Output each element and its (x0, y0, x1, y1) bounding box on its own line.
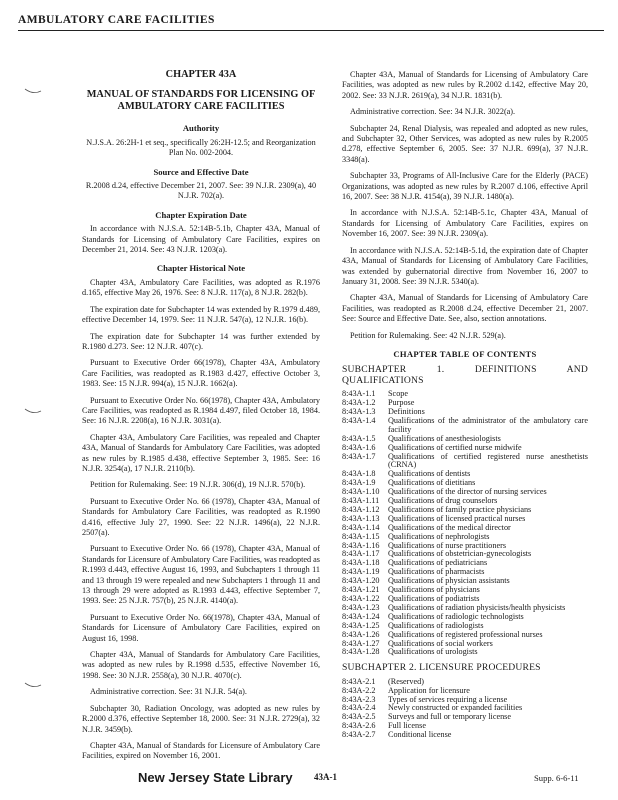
toc-section-title: Qualifications of nephrologists (388, 531, 490, 541)
running-header (18, 4, 604, 31)
authority-heading: Authority (182, 123, 220, 134)
subchapter-1-heading: SUBCHAPTER 1. DEFINITIONS AND QUALIFICATIONS (342, 364, 588, 386)
history-paragraph: In accordance with N.J.S.A. 52:14B-5.1c, Chapter 43A, Manual of Standards for Licensing of Ambulatory Care Facilities, expires on November 16, 2007. See: 39 N.J.R. 2309(a). (342, 208, 588, 239)
toc-section-number: 8:43A-1.27 (342, 638, 380, 648)
subchapter-2-heading: SUBCHAPTER 2. LICENSURE PROCEDURES (342, 662, 541, 674)
toc-section-number: 8:43A-2.6 (342, 721, 376, 731)
toc-row (342, 713, 588, 722)
toc-section-number: 8:43A-1.9 (342, 478, 376, 488)
toc-section-number: 8:43A-1.6 (342, 442, 376, 452)
toc-section-title: Newly constructed or expanded facilities (388, 703, 523, 713)
history-paragraph: Petition for Rulemaking. See: 42 N.J.R. 529(a). (350, 330, 506, 340)
history-paragraph: Chapter 43A, Manual of Standards for Licensing of Ambulatory Care Facilities, was readopted as R.2008 d.24, effective December 21, 2007. See: Source and Effective Date. See, also, section annotations. (342, 293, 588, 324)
toc-section-number: 8:43A-1.21 (342, 585, 380, 595)
toc-row (342, 722, 588, 731)
toc-section-title: Qualifications of family practice physicians (388, 504, 532, 514)
toc-section-number: 8:43A-1.26 (342, 629, 380, 639)
history-paragraph: Administrative correction. See: 31 N.J.R. 54(a). (90, 687, 247, 697)
chapter-number: CHAPTER 43A (165, 69, 237, 80)
history-paragraph: Pursuant to Executive Order No. 66(1978), Chapter 43A, Manual of Standards for Licensure of Ambulatory Care Facilities, expired on August 16, 1998. (82, 612, 320, 643)
history-paragraph: Subchapter 33, Programs of All-Inclusive Care for the Elderly (PACE) Organizations, was adopted as new rules by R.2007 d.106, effective April 16, 2007. See: 38 N.J.R. 4154(a), 39 N.J.R. 1480(a). (342, 171, 588, 202)
toc-section-title: Qualifications of radiation physicists/health physicists (388, 602, 566, 612)
toc-section-title: Qualifications of dietitians (388, 478, 476, 488)
toc-section-title: Definitions (388, 406, 425, 416)
history-paragraph: Petition for Rulemaking. See: 19 N.J.R. 306(d), 19 N.J.R. 570(b). (90, 480, 306, 490)
toc-section-number: 8:43A-1.2 (342, 398, 376, 408)
toc-row (342, 390, 588, 399)
toc-section-number: 8:43A-1.7 (342, 451, 376, 461)
toc-section-number: 8:43A-1.24 (342, 611, 380, 621)
toc-section-number: 8:43A-1.17 (342, 549, 380, 559)
toc-row (342, 731, 588, 740)
toc-section-number: 8:43A-1.14 (342, 522, 380, 532)
toc-section-title: Scope (388, 389, 409, 399)
toc-section-number: 8:43A-2.7 (342, 730, 376, 740)
toc-section-title: Qualifications of the director of nursing services (388, 487, 547, 497)
history-paragraph: Pursuant to Executive Order No. 66 (1978), Chapter 43A, Manual of Standards for Ambulatory Care Facilities, was readopted as R.1990 d.416, effective July 27, 1990. See: 22 N.J.R. 1496(a), 22 N.J.R. 2507(a). (82, 496, 320, 537)
toc-section-number: 8:43A-2.5 (342, 712, 376, 722)
toc-section-number: 8:43A-1.12 (342, 504, 380, 514)
toc-row (342, 453, 588, 471)
toc-section-title: Qualifications of radiologists (388, 620, 484, 630)
toc-section-number: 8:43A-2.3 (342, 694, 376, 704)
history-heading: Chapter Historical Note (156, 263, 246, 274)
toc-section-title: Qualifications of dentists (388, 469, 471, 479)
history-paragraph: Pursuant to Executive Order 66(1978), Chapter 43A, Ambulatory Care Facilities, was readopted as R.1983 d.427, effective October 3, 1983. See: 15 N.J.R. 994(a), 15 N.J.R. 1662(a). (82, 358, 320, 389)
toc-section-title: Conditional license (388, 730, 452, 740)
toc-section-title: Qualifications of nurse practitioners (388, 540, 506, 550)
toc-section-number: 8:43A-1.3 (342, 406, 376, 416)
toc-section-title: (Reserved) (388, 676, 424, 686)
page-footer (0, 770, 618, 790)
history-paragraph: Pursuant to Executive Order No. 66(1978), Chapter 43A, Ambulatory Care Facilities, was readopted as R.1984 d.497, filed October 18, 1984. See: 16 N.J.R. 2208(a), 16 N.J.R. 3031(a). (82, 395, 320, 426)
toc-section-number: 8:43A-1.19 (342, 567, 380, 577)
history-paragraph: Chapter 43A, Ambulatory Care Facilities, was repealed and Chapter 43A, Manual of Standards for Ambulatory Care Facilities, was adopted as new rules by R.1985 d.438, effective September 3, 1985. See: 16 N.J.R. 3254(a), 17 N.J.R. 2110(b). (82, 432, 320, 473)
toc-section-number: 8:43A-1.4 (342, 415, 376, 425)
history-paragraph: Subchapter 30, Radiation Oncology, was adopted as new rules by R.2000 d.376, effective September 18, 2000. See: 31 N.J.R. 2729(a), 32 N.J.R. 3459(b). (82, 703, 320, 734)
source-text: R.2008 d.24, effective December 21, 2007. See: 39 N.J.R. 2309(a), 40 N.J.R. 702(a). (85, 181, 317, 201)
subchapter-2-toc (342, 678, 588, 740)
toc-section-title: Qualifications of social workers (388, 638, 493, 648)
margin-mark (24, 88, 42, 94)
toc-section-title: Qualifications of pediatricians (388, 558, 488, 568)
toc-section-number: 8:43A-2.2 (342, 685, 376, 695)
toc-section-title: Qualifications of urologists (388, 647, 478, 657)
margin-mark (24, 682, 42, 688)
toc-section-number: 8:43A-1.13 (342, 513, 380, 523)
toc-section-title: Qualifications of physician assistants (388, 576, 510, 586)
toc-section-number: 8:43A-1.25 (342, 620, 380, 630)
toc-section-title: Qualifications of radiologic technologists (388, 611, 524, 621)
authority-text: N.J.S.A. 26:2H-1 et seq., specifically 26:2H-12.5; and Reorganization Plan No. 002-2004. (86, 137, 316, 158)
toc-section-title: Qualifications of registered professional nurses (388, 629, 543, 639)
history-paragraph: Subchapter 24, Renal Dialysis, was repealed and adopted as new rules, and Subchapter 32, Other Services, was adopted as new rules by R.2005 d.278, effective September 6, 2005. See: 37 N.J.R. 699(a), 37 N.J.R. 3348(a). (342, 123, 588, 164)
toc-section-title: Qualifications of anesthesiologists (388, 433, 501, 443)
toc-row (342, 399, 588, 408)
toc-section-number: 8:43A-1.1 (342, 389, 376, 399)
toc-section-number: 8:43A-1.22 (342, 594, 380, 603)
toc-section-title: Qualifications of licensed practical nurses (388, 513, 526, 523)
expiration-text: In accordance with N.J.S.A. 52:14B-5.1b, Chapter 43A, Manual of Standards for Licensing of Ambulatory Care Facilities, expires on December 21, 2014. See: 43 N.J.R. 1203(a). (82, 224, 320, 255)
toc-section-title: Surveys and full or temporary license (388, 712, 512, 722)
history-paragraph: Chapter 43A, Manual of Standards for Licensing of Ambulatory Care Facilities, was adopted as new rules by R.2002 d.142, effective May 20, 2002. See: 33 N.J.R. 2619(a), 34 N.J.R. 1831(b). (342, 70, 588, 100)
page-number: 43A-1 (314, 772, 337, 782)
toc-section-number: 8:43A-2.4 (342, 703, 376, 713)
running-title: AMBULATORY CARE FACILITIES (18, 14, 215, 26)
margin-mark (24, 408, 42, 414)
toc-section-title: Types of services requiring a license (388, 694, 508, 704)
toc-section-title: Application for licensure (388, 685, 470, 695)
toc-section-number: 8:43A-1.20 (342, 576, 380, 586)
history-paragraph: Chapter 43A, Ambulatory Care Facilities, was adopted as R.1976 d.165, effective May 26, 1976. See: 8 N.J.R. 117(a), 8 N.J.R. 282(b). (82, 277, 320, 298)
toc-section-number: 8:43A-1.16 (342, 540, 380, 550)
left-column (82, 70, 320, 768)
toc-section-number: 8:43A-1.18 (342, 558, 380, 568)
toc-section-title: Qualifications of podiatrists (388, 594, 480, 603)
subchapter-1-toc (342, 390, 588, 657)
toc-section-title: Qualifications of drug counselors (388, 496, 498, 506)
expiration-heading: Chapter Expiration Date (155, 209, 247, 220)
toc-row (342, 648, 588, 657)
toc-section-title: Full license (388, 721, 426, 731)
source-heading: Source and Effective Date (153, 166, 249, 177)
toc-section-number: 8:43A-1.15 (342, 531, 380, 541)
toc-title: CHAPTER TABLE OF CONTENTS (393, 348, 537, 359)
toc-section-number: 8:43A-1.28 (342, 647, 380, 657)
history-paragraph: Chapter 43A, Manual of Standards for Licensure of Ambulatory Care Facilities, expired on November 16, 2001. (82, 740, 320, 761)
toc-section-number: 8:43A-1.10 (342, 487, 380, 497)
history-paragraph: In accordance with N.J.S.A. 52:14B-5.1d, the expiration date of Chapter 43A, Manual of Standards for Licensing of Ambulatory Care Facilities, was extended by gubernatorial directive from November 16, 2007 to January 31, 2008. See: 39 N.J.R. 5340(a). (342, 245, 588, 286)
toc-section-number: 8:43A-1.8 (342, 469, 376, 479)
toc-section-number: 8:43A-1.11 (342, 496, 380, 506)
history-paragraph: The expiration date for Subchapter 14 was further extended by R.1980 d.273. See: 12 N.J.R. 407(c). (82, 331, 320, 351)
history-paragraph: Pursuant to Executive Order No. 66 (1978), Chapter 43A, Manual of Standards for Licensure of Ambulatory Care Facilities, was readopted as R.1993 d.443, effective August 16, 1993, and Subchapters 1 through 11 and 13 through 19 were repealed and new Subchapters 1 through 11 and 13 through 29 were adopted as R.1993 d.443, effective September 7, 1993. See: 25 N.J.R. 757(b), 25 N.J.R. 4140(a). (82, 544, 320, 606)
toc-section-number: 8:43A-1.23 (342, 602, 380, 612)
toc-section-number: 8:43A-1.5 (342, 433, 376, 443)
toc-section-title: Qualifications of certified registered nurse anesthetists (CRNA) (388, 451, 588, 470)
history-paragraph: Chapter 43A, Manual of Standards for Ambulatory Care Facilities, was adopted as new rules by R.1998 d.535, effective November 16, 1998. See: 30 N.J.R. 2558(a), 30 N.J.R. 4070(c). (82, 650, 320, 680)
toc-section-title: Qualifications of obstetrician-gynecologists (388, 549, 532, 559)
toc-section-number: 8:43A-2.1 (342, 676, 376, 686)
toc-section-title: Qualifications of the administrator of the ambulatory care facility (388, 415, 588, 434)
toc-row (342, 417, 588, 435)
right-column (342, 70, 588, 740)
history-paragraph: Administrative correction. See: 34 N.J.R. 3022(a). (350, 107, 516, 117)
toc-section-title: Qualifications of physicians (388, 585, 480, 595)
supplement-date: Supp. 6-6-11 (534, 773, 579, 783)
toc-section-title: Qualifications of pharmacists (388, 567, 485, 577)
library-stamp: New Jersey State Library (138, 770, 293, 785)
toc-section-title: Qualifications of certified nurse midwife (388, 442, 522, 452)
toc-section-title: Purpose (388, 398, 415, 408)
toc-section-title: Qualifications of the medical director (388, 522, 511, 532)
chapter-title: MANUAL OF STANDARDS FOR LICENSING OF AMBULATORY CARE FACILITIES (86, 89, 316, 113)
history-paragraph: The expiration date for Subchapter 14 was extended by R.1979 d.489, effective December 14, 1979. See: 11 N.J.R. 547(a), 12 N.J.R. 16(b). (82, 304, 320, 325)
